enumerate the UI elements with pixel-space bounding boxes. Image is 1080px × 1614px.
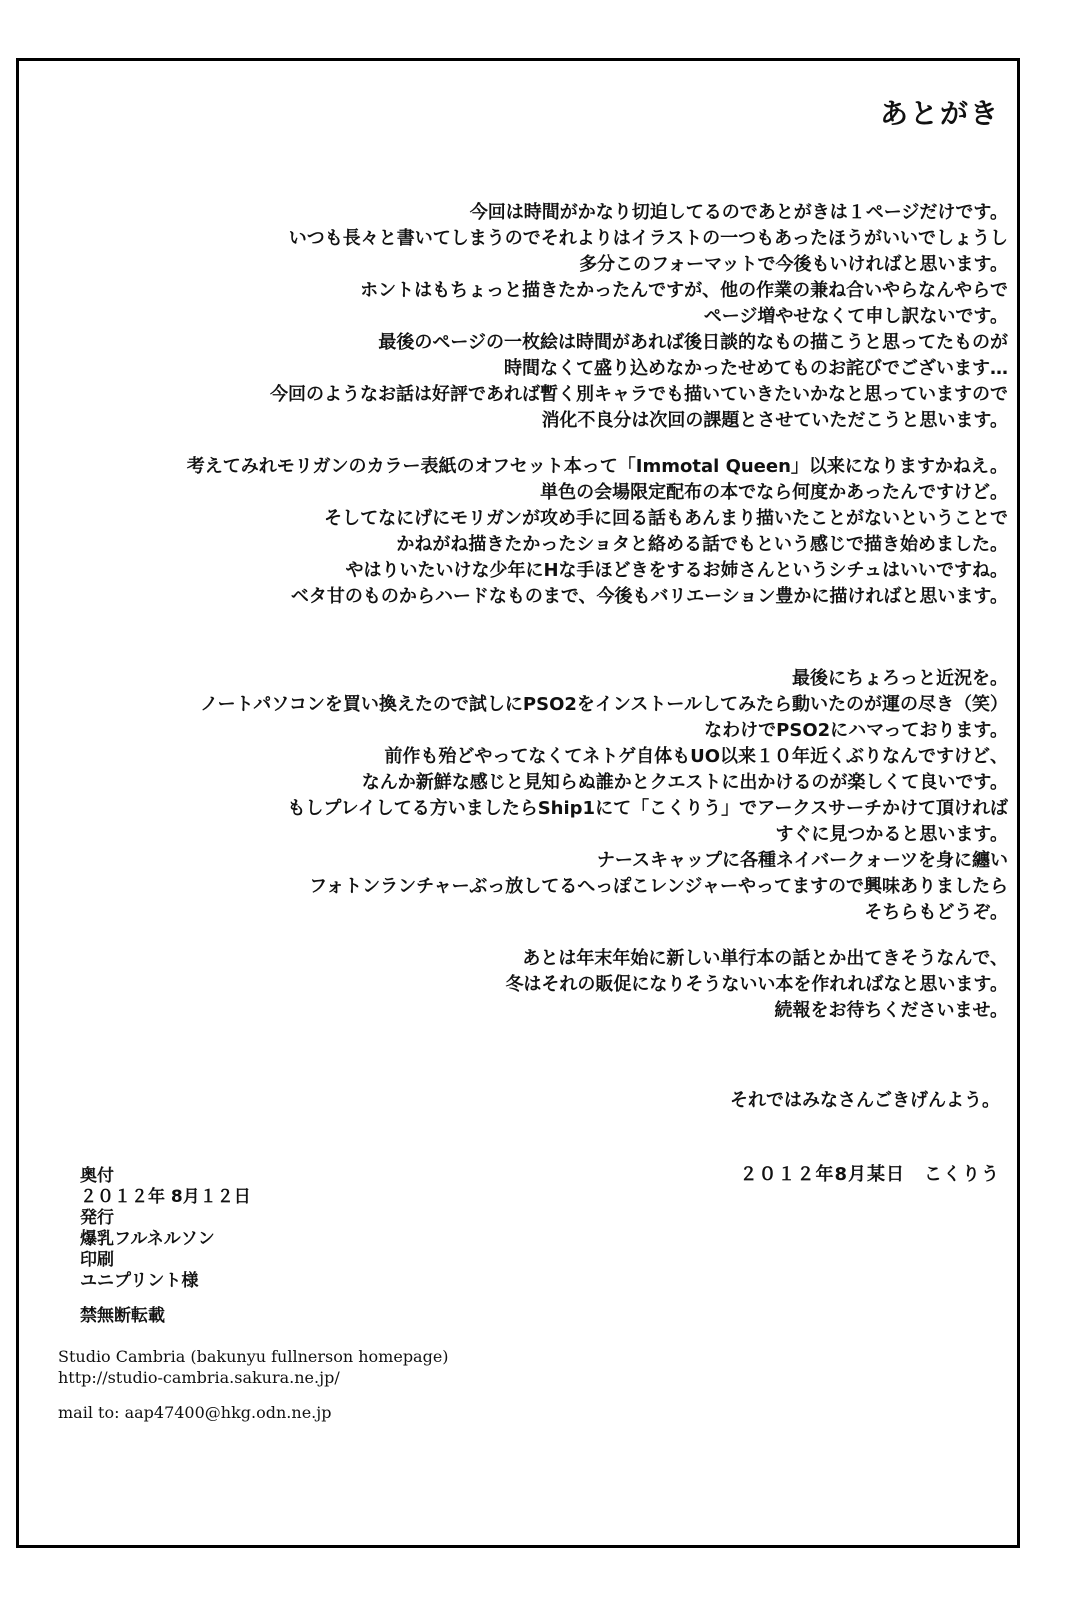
text-line: ホントはもちょっと描きたかったんですが、他の作業の兼ね合いやらなんやらで [360,280,1008,301]
paragraph-1 [187,200,1008,434]
footer [58,1346,449,1423]
text-line: もしプレイしてる方いましたらShip1にて「こくりう」でアークスサーチかけて頂ければ [287,798,1008,819]
colophon-notice: 禁無断転載 [80,1306,165,1326]
text-line: 今回のようなお話は好評であれば暫く別キャラでも描いていきたいかなと思っていますので [270,384,1008,405]
colophon-publisher-label: 発行 [80,1208,114,1228]
colophon-publisher: 爆乳フルネルソン [80,1229,215,1249]
text-line: 最後にちょろっと近況を。 [792,668,1008,689]
paragraph-gap [187,434,1008,454]
text-line: 単色の会場限定配布の本でなら何度かあったんですけど。 [540,482,1008,503]
signoff: それではみなさんごきげんよう。 [730,1090,1000,1111]
text-line: 冬はそれの販促になりそうないい本を作れればなと思います。 [505,974,1008,995]
text-line: ページ増やせなくて申し訳ないです。 [703,306,1008,327]
text-line: すぐに見つかると思います。 [775,824,1008,845]
text-line: 消化不良分は次回の課題とさせていただこうと思います。 [541,410,1008,431]
paragraph-3 [187,666,1008,926]
mail-address[interactable]: mail to: aap47400@hkg.odn.ne.jp [58,1403,332,1422]
paragraph-2 [187,454,1008,610]
text-line: 考えてみれモリガンのカラー表紙のオフセット本って「Immotal Queen」以来になりますかねえ。 [186,456,1008,477]
page-title: あとがき [879,97,1000,130]
text-line: 続報をお待ちくださいませ。 [774,1000,1008,1021]
text-line: なんか新鮮な感じと見知らぬ誰かとクエストに出かけるのが楽しくて良いです。 [361,772,1008,793]
text-line: 今回は時間がかなり切迫してるのであとがきは１ページだけです。 [469,202,1008,223]
afterword-body [187,200,1008,1024]
text-line: フォトンランチャーぶっ放してるへっぽこレンジャーやってますので興味ありましたら [309,876,1008,897]
paragraph-gap [187,610,1008,666]
colophon-date: ２０１２年 8月１２日 [80,1187,251,1207]
colophon [80,1166,251,1327]
text-line: あとは年末年始に新しい単行本の話とか出てきそうなんで、 [522,948,1008,969]
site-name: Studio Cambria (bakunyu fullnerson homepage) [58,1347,449,1366]
text-line: そちらもどうぞ。 [864,902,1008,923]
text-line: 最後のページの一枚絵は時間があれば後日談的なもの描こうと思ってたものが [378,332,1008,353]
text-line: やはりいたいけな少年にHな手ほどきをするお姉さんというシチュはいいですね。 [345,560,1008,581]
site-url[interactable]: http://studio-cambria.sakura.ne.jp/ [58,1368,340,1387]
colophon-heading: 奥付 [80,1166,114,1186]
date-signature: ２０１２年8月某日 こくりう [739,1164,1000,1185]
paragraph-4 [187,946,1008,1024]
text-line: なわけでPSO2にハマっております。 [704,720,1008,741]
text-line: ベタ甘のものからハードなものまで、今後もバリエーション豊かに描ければと思います。 [290,586,1008,607]
text-line: かねがね描きたかったショタと絡める話でもという感じで描き始めました。 [396,534,1008,555]
text-line: 時間なくて盛り込めなかったせめてものお詫びでございます… [504,358,1008,379]
text-line: ナースキャップに各種ネイバークォーツを身に纏い [596,850,1008,871]
colophon-printer-label: 印刷 [80,1250,114,1270]
text-line: ノートパソコンを買い換えたので試しにPSO2をインストールしてみたら動いたのが運の尽き（笑） [200,694,1008,715]
text-line: 前作も殆どやってなくてネトゲ自体もUO以来１０年近くぶりなんですけど、 [384,746,1008,767]
paragraph-gap [187,926,1008,946]
text-line: そしてなにげにモリガンが攻め手に回る話もあんまり描いたことがないということで [324,508,1008,529]
text-line: いつも長々と書いてしまうのでそれよりはイラストの一つもあったほうがいいでしょうし [288,228,1008,249]
text-line: 多分このフォーマットで今後もいければと思います。 [579,254,1008,275]
colophon-printer: ユニプリント様 [80,1271,199,1291]
